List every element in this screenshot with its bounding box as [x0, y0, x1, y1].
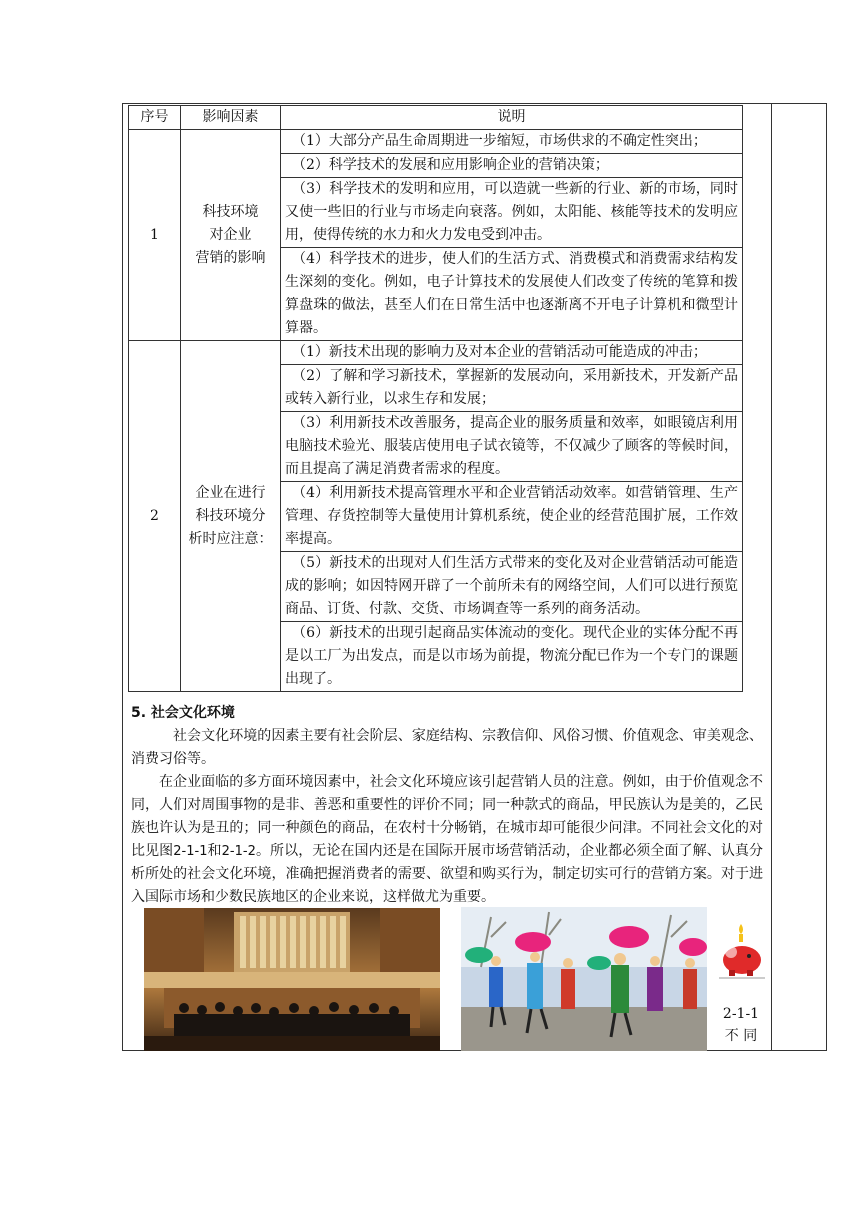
- figure-reference: 2-1-1: [173, 844, 208, 859]
- factor-line: 营销的影响: [195, 249, 266, 266]
- social-culture-section: [131, 702, 763, 909]
- description-cell: （4）科学技术的进步，使人们的生活方式、消费模式和消费需求结构发生深刻的变化。例如，电子计算技术的发展使人们改变了传统的笔算和拨算盘珠的做法，甚至人们在日常生活中也逐渐离不开电子计算机和微型计算器。: [281, 248, 743, 341]
- header-index: 序号: [129, 106, 181, 130]
- description-cell: （3）利用新技术改善服务，提高企业的服务质量和效率，如眼镜店利用电脑技术验光、服装店使用电子试衣镜等，不仅减少了顾客的等候时间，而且提高了满足消费者需求的程度。: [281, 412, 743, 482]
- row-factor: [181, 130, 281, 341]
- factor-line: 科技环境: [202, 203, 259, 220]
- caption-line: 2-1-1: [722, 1006, 760, 1022]
- factor-line: 科技环境分: [195, 507, 266, 524]
- description-cell: （4）利用新技术提高管理水平和企业营销活动效率。如营销管理、生产管理、存货控制等大量使用计算机系统，使企业的经营范围扩展，工作效率提高。: [281, 482, 743, 552]
- table-row: [129, 130, 743, 154]
- paragraph: 社会文化环境的因素主要有社会阶层、家庭结构、宗教信仰、风俗习惯、价值观念、审美观念、消费习俗等。: [131, 728, 763, 767]
- orchestra-concert-photo: [144, 908, 440, 1051]
- table-header-row: [129, 106, 743, 130]
- header-description: 说明: [281, 106, 743, 130]
- frame-divider: [771, 103, 772, 1051]
- factor-line: 对企业: [209, 226, 252, 243]
- paragraph-text: 在企业面临的多方面环境因素中，社会文化环境应该引起营销人员的注意。例如，由于价值观念不同，人们对周围事物的是非、善恶和重要性的评价不同；同一种款式的商品，甲民族认为是美的，乙民族也许认为是丑的；同一种颜色的商品，在农村十分畅销，在城市却可能很少问津。不同社会文化的对比见图: [131, 774, 763, 859]
- description-cell: （5）新技术的出现对人们生活方式带来的变化及对企业营销活动可能造成的影响；如因特网开辟了一个前所未有的网络空间，人们可以进行预览商品、订货、付款、交货、市场调查等一系列的商务活动。: [281, 552, 743, 622]
- figure-reference: 2-1-2: [221, 844, 256, 859]
- description-cell: （6）新技术的出现引起商品实体流动的变化。现代企业的实体分配不再是以工厂为出发点，而是以市场为前提，物流分配已作为一个专门的课题出现了。: [281, 622, 743, 692]
- technology-factors-table: [128, 105, 743, 692]
- header-factor: 影响因素: [181, 106, 281, 130]
- paragraph: [131, 771, 763, 909]
- description-cell: （1）大部分产品生命周期进一步缩短，市场供求的不确定性突出；: [281, 130, 743, 154]
- factor-line: 企业在进行: [195, 484, 266, 501]
- row-index: 2: [129, 341, 181, 692]
- caption-line: 不 同: [724, 1028, 758, 1044]
- description-cell: （1）新技术出现的影响力及对本企业的营销活动可能造成的冲击；: [281, 341, 743, 365]
- section-heading: 5. 社会文化环境: [131, 705, 235, 721]
- piggy-bank-icon: [719, 920, 765, 980]
- description-cell: （2）科学技术的发展和应用影响企业的营销决策；: [281, 154, 743, 178]
- row-index: 1: [129, 130, 181, 341]
- factor-line: 析时应注意：: [188, 530, 273, 547]
- folk-dance-photo: [461, 907, 707, 1051]
- figure-caption: [716, 1003, 766, 1047]
- paragraph-text: 。所以，无论在国内还是在国际开展市场营销活动，企业都必须全面了解、认真分析所处的社会文化环境，准确把握消费者的需要、欲望和购买行为，制定切实可行的营销方案。对于进入国际市场和少数民族地区的企业来说，这样做尤为重要。: [131, 843, 764, 905]
- row-factor: [181, 341, 281, 692]
- paragraph-text: 和: [207, 843, 222, 859]
- description-cell: （3）科学技术的发明和应用，可以造就一些新的行业、新的市场，同时又使一些旧的行业与市场走向衰落。例如，太阳能、核能等技术的发明应用，使得传统的水力和火力发电受到冲击。: [281, 178, 743, 248]
- table-row: [129, 341, 743, 365]
- description-cell: （2）了解和学习新技术，掌握新的发展动向，采用新技术，开发新产品或转入新行业，以求生存和发展；: [281, 365, 743, 412]
